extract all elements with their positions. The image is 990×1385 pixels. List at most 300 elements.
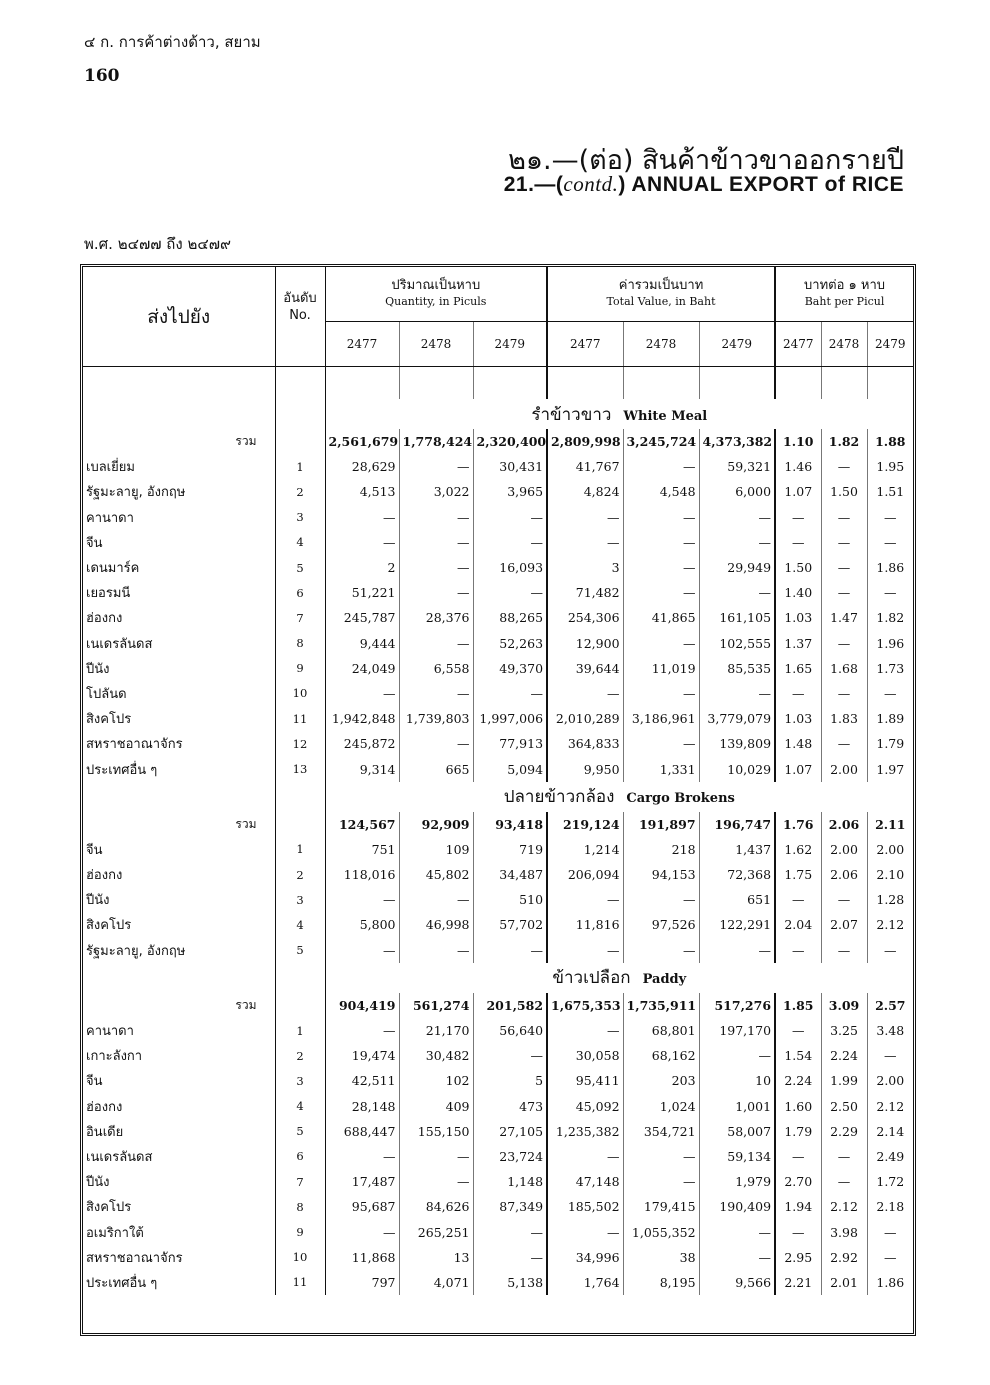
price-cell: 2.10	[867, 862, 913, 887]
price-cell: 1.97	[867, 756, 913, 781]
value-cell: 94,153	[623, 862, 699, 887]
price-cell: 1.03	[775, 706, 821, 731]
quantity-cell: 4,513	[359, 484, 396, 500]
header-no-th: อันดับ	[283, 291, 317, 306]
table-row	[83, 1245, 913, 1270]
header-value-en: Total Value, in Baht	[606, 295, 716, 309]
price-cell: 1.10	[775, 429, 821, 454]
destination-cell: ฮ่องกง	[83, 1094, 275, 1119]
price-cell: 1.40	[775, 580, 821, 605]
value-cell: —	[547, 530, 623, 555]
quantity-cell: 9,444	[359, 635, 396, 651]
price-cell: 3.98	[821, 1219, 867, 1244]
price-cell: —	[867, 505, 913, 530]
table-title-thai: ๒๑.—(ต่อ) สินค้าข้าวขาออกรายปี	[508, 145, 904, 176]
quantity-cell: —	[473, 1043, 547, 1068]
rank-cell: 10	[275, 1245, 325, 1270]
value-cell: 97,526	[623, 912, 699, 937]
value-cell: 72,368	[699, 862, 775, 887]
price-cell: 2.12	[867, 1094, 913, 1119]
price-cell: 3.25	[821, 1018, 867, 1043]
year-header: 2479	[699, 322, 775, 367]
quantity-cell: —	[383, 1224, 396, 1240]
value-cell: 3,186,961	[623, 706, 699, 731]
quantity-cell: 102	[399, 1068, 473, 1093]
table-row	[83, 656, 913, 681]
destination-cell: ประเทศอื่น ๆ	[83, 756, 275, 781]
quantity-cell: 30,431	[473, 454, 547, 479]
price-cell: 1.82	[821, 429, 867, 454]
year-header: 2478	[821, 322, 867, 367]
destination-cell: สหราชอาณาจักร	[83, 1245, 275, 1270]
price-cell: 1.99	[821, 1068, 867, 1093]
table-row	[83, 862, 913, 887]
value-cell: 206,094	[547, 862, 623, 887]
quantity-cell: —	[473, 505, 547, 530]
destination-cell: เนเดรลันดส	[83, 1144, 275, 1169]
value-cell: 85,535	[699, 656, 775, 681]
value-cell: 38	[623, 1245, 699, 1270]
quantity-cell: —	[399, 1169, 473, 1194]
rank-cell	[275, 993, 325, 1018]
value-cell: 3,245,724	[623, 429, 699, 454]
value-cell: 1,214	[547, 837, 623, 862]
quantity-cell: —	[383, 509, 396, 525]
value-cell: —	[623, 681, 699, 706]
quantity-cell: 2,561,679	[328, 434, 399, 450]
quantity-cell: —	[383, 942, 396, 958]
section-title-en: Paddy	[642, 972, 687, 988]
quantity-cell: 5,094	[473, 756, 547, 781]
destination-cell: อินเดีย	[83, 1119, 275, 1144]
rank-cell: 5	[275, 1119, 325, 1144]
section-title-en: Cargo Brokens	[626, 791, 735, 807]
destination-cell: เบลเยี่ยม	[83, 454, 275, 479]
value-cell: 1,979	[699, 1169, 775, 1194]
table-row	[83, 1018, 913, 1043]
quantity-cell: 1,148	[473, 1169, 547, 1194]
value-cell: 41,865	[623, 605, 699, 630]
year-header: 2477	[547, 322, 623, 367]
rank-cell: 11	[275, 1270, 325, 1295]
value-cell: 364,833	[547, 731, 623, 756]
price-cell: 1.60	[775, 1094, 821, 1119]
price-cell: 1.75	[775, 862, 821, 887]
quantity-cell: 118,016	[343, 867, 396, 883]
quantity-cell: 9,314	[359, 761, 396, 777]
quantity-cell: 21,170	[399, 1018, 473, 1043]
title-en-suffix: ) ANNUAL EXPORT of RICE	[618, 173, 904, 196]
price-cell: 2.95	[775, 1245, 821, 1270]
value-cell: 10	[699, 1068, 775, 1093]
value-cell: 1,437	[699, 837, 775, 862]
rice-export-table	[80, 264, 916, 1336]
value-cell: 29,949	[699, 555, 775, 580]
data-table	[83, 267, 913, 1295]
quantity-cell: 2	[387, 560, 396, 576]
price-cell: —	[867, 681, 913, 706]
value-cell: —	[623, 631, 699, 656]
destination-cell: รวม	[83, 429, 275, 454]
quantity-cell: 4,071	[399, 1270, 473, 1295]
table-row	[83, 887, 913, 912]
price-cell: —	[775, 887, 821, 912]
price-cell: —	[821, 731, 867, 756]
value-cell: —	[547, 505, 623, 530]
rank-cell: 11	[275, 706, 325, 731]
total-row	[83, 429, 913, 454]
rank-cell: 6	[275, 580, 325, 605]
value-cell: 9,950	[547, 756, 623, 781]
quantity-cell: —	[399, 555, 473, 580]
value-cell: 191,897	[623, 812, 699, 837]
quantity-cell: —	[383, 685, 396, 701]
quantity-cell: 42,511	[351, 1073, 396, 1089]
rank-cell: 1	[275, 454, 325, 479]
value-cell: 4,824	[547, 479, 623, 504]
price-cell: —	[775, 681, 821, 706]
header-price-th: บาทต่อ ๑ หาบ	[804, 278, 886, 294]
quantity-cell: —	[399, 938, 473, 963]
value-cell: 651	[699, 887, 775, 912]
value-cell: 139,809	[699, 731, 775, 756]
table-row	[83, 505, 913, 530]
table-row	[83, 681, 913, 706]
quantity-cell: 24,049	[351, 660, 396, 676]
quantity-cell: 57,702	[473, 912, 547, 937]
value-cell: 1,001	[699, 1094, 775, 1119]
header-quantity-th: ปริมาณเป็นหาบ	[391, 278, 481, 294]
value-cell: 59,134	[699, 1144, 775, 1169]
value-cell: 4,548	[623, 479, 699, 504]
destination-cell: รวม	[83, 812, 275, 837]
year-header: 2477	[325, 322, 399, 367]
table-row	[83, 1068, 913, 1093]
value-cell: 58,007	[699, 1119, 775, 1144]
quantity-cell: 95,687	[351, 1199, 396, 1215]
quantity-cell: 409	[399, 1094, 473, 1119]
destination-cell: ฮ่องกง	[83, 605, 275, 630]
rank-cell: 3	[275, 1068, 325, 1093]
price-cell: —	[775, 1018, 821, 1043]
quantity-cell: 109	[399, 837, 473, 862]
header-value-th: ค่ารวมเป็นบาท	[618, 278, 704, 294]
value-cell: —	[699, 1043, 775, 1068]
section-spacer-cell	[275, 963, 325, 993]
section-title	[325, 782, 913, 812]
year-header: 2477	[775, 322, 821, 367]
value-cell: 8,195	[623, 1270, 699, 1295]
price-cell: —	[775, 1219, 821, 1244]
rank-cell: 8	[275, 1194, 325, 1219]
value-cell: 11,816	[547, 912, 623, 937]
price-cell: —	[821, 938, 867, 963]
destination-cell: โปลันด	[83, 681, 275, 706]
value-cell: —	[699, 938, 775, 963]
quantity-cell: —	[383, 1023, 396, 1039]
quantity-cell: —	[473, 1219, 547, 1244]
quantity-cell: 1,997,006	[473, 706, 547, 731]
rank-cell: 7	[275, 605, 325, 630]
section-title	[325, 963, 913, 993]
quantity-cell: 17,487	[351, 1174, 396, 1190]
price-cell: 1.50	[821, 479, 867, 504]
destination-cell: ปีนัง	[83, 1169, 275, 1194]
quantity-cell: 19,474	[351, 1048, 396, 1064]
value-cell: 39,644	[547, 656, 623, 681]
value-cell: —	[547, 1219, 623, 1244]
total-row	[83, 812, 913, 837]
destination-cell: จีน	[83, 1068, 275, 1093]
value-cell: 517,276	[699, 993, 775, 1018]
quantity-cell: 11,868	[351, 1249, 396, 1265]
price-cell: 1.95	[867, 454, 913, 479]
value-cell: 1,331	[623, 756, 699, 781]
price-cell: —	[821, 1144, 867, 1169]
value-cell: 254,306	[547, 605, 623, 630]
price-cell: 1.03	[775, 605, 821, 630]
value-cell: 1,024	[623, 1094, 699, 1119]
rank-cell: 5	[275, 555, 325, 580]
header-quantity	[325, 267, 547, 322]
price-cell: 2.92	[821, 1245, 867, 1270]
price-cell: 1.73	[867, 656, 913, 681]
rank-cell: 1	[275, 837, 325, 862]
quantity-cell: 92,909	[399, 812, 473, 837]
year-header: 2478	[623, 322, 699, 367]
quantity-cell: 87,349	[473, 1194, 547, 1219]
value-cell: 95,411	[547, 1068, 623, 1093]
quantity-cell: 245,787	[343, 610, 396, 626]
price-cell: —	[775, 938, 821, 963]
price-cell: 2.21	[775, 1270, 821, 1295]
price-cell: 1.96	[867, 631, 913, 656]
quantity-cell: —	[473, 580, 547, 605]
rank-cell: 3	[275, 505, 325, 530]
title-en-contd: contd.	[563, 172, 619, 196]
destination-cell: สิงคโปร	[83, 1194, 275, 1219]
price-cell: 2.70	[775, 1169, 821, 1194]
price-cell: 2.00	[821, 756, 867, 781]
table-row	[83, 938, 913, 963]
quantity-cell: 28,148	[351, 1098, 396, 1114]
quantity-cell: 5	[473, 1068, 547, 1093]
value-cell: 122,291	[699, 912, 775, 937]
destination-cell: เกาะลังกา	[83, 1043, 275, 1068]
table-header	[83, 267, 913, 367]
value-cell: 4,373,382	[699, 429, 775, 454]
quantity-cell: —	[473, 1245, 547, 1270]
price-cell: 2.04	[775, 912, 821, 937]
header-no-en: No.	[289, 308, 311, 323]
price-cell: 1.54	[775, 1043, 821, 1068]
price-cell: 1.76	[775, 812, 821, 837]
section-title-row	[83, 399, 913, 429]
quantity-cell: 28,376	[399, 605, 473, 630]
value-cell: 219,124	[547, 812, 623, 837]
quantity-cell: 5,800	[359, 917, 396, 933]
table-row	[83, 756, 913, 781]
price-cell: 2.29	[821, 1119, 867, 1144]
value-cell: —	[623, 731, 699, 756]
price-cell: 1.48	[775, 731, 821, 756]
price-cell: —	[867, 1219, 913, 1244]
price-cell: 1.72	[867, 1169, 913, 1194]
rank-cell: 4	[275, 912, 325, 937]
price-cell: 2.12	[821, 1194, 867, 1219]
value-cell: 190,409	[699, 1194, 775, 1219]
value-cell: —	[547, 887, 623, 912]
page-number: 160	[84, 66, 120, 86]
value-cell: 1,235,382	[547, 1119, 623, 1144]
quantity-cell: 27,105	[473, 1119, 547, 1144]
section-spacer-cell	[275, 399, 325, 429]
quantity-cell: —	[399, 631, 473, 656]
rank-cell	[275, 429, 325, 454]
price-cell: 2.00	[821, 837, 867, 862]
section-title-row	[83, 782, 913, 812]
price-cell: —	[821, 505, 867, 530]
quantity-cell: 93,418	[473, 812, 547, 837]
value-cell: —	[623, 530, 699, 555]
quantity-cell: 28,629	[351, 459, 396, 475]
destination-cell: เนเดรลันดส	[83, 631, 275, 656]
value-cell: 68,162	[623, 1043, 699, 1068]
destination-cell: ปีนัง	[83, 656, 275, 681]
header-value	[547, 267, 775, 322]
value-cell: —	[623, 938, 699, 963]
price-cell: 1.07	[775, 756, 821, 781]
price-cell: 2.00	[867, 837, 913, 862]
quantity-cell: 561,274	[399, 993, 473, 1018]
section-title-th: ข้าวเปลือก	[552, 968, 631, 989]
value-cell: 2,809,998	[547, 429, 623, 454]
year-header: 2478	[399, 322, 473, 367]
quantity-cell: 245,872	[343, 736, 396, 752]
value-cell: 185,502	[547, 1194, 623, 1219]
value-cell: —	[547, 1018, 623, 1043]
destination-cell: ปีนัง	[83, 887, 275, 912]
quantity-cell: 265,251	[399, 1219, 473, 1244]
quantity-cell: 34,487	[473, 862, 547, 887]
value-cell: 9,566	[699, 1270, 775, 1295]
quantity-cell: 904,419	[338, 997, 396, 1013]
value-cell: —	[547, 681, 623, 706]
quantity-cell: 56,640	[473, 1018, 547, 1043]
quantity-cell: 88,265	[473, 605, 547, 630]
price-cell: 1.86	[867, 555, 913, 580]
quantity-cell: 201,582	[473, 993, 547, 1018]
price-cell: —	[775, 530, 821, 555]
quantity-cell: —	[473, 681, 547, 706]
value-cell: —	[699, 681, 775, 706]
quantity-cell: 6,558	[399, 656, 473, 681]
table-row	[83, 912, 913, 937]
value-cell: 41,767	[547, 454, 623, 479]
rank-cell: 7	[275, 1169, 325, 1194]
quantity-cell: 1,942,848	[331, 711, 396, 727]
price-cell: 1.65	[775, 656, 821, 681]
quantity-cell: —	[383, 1148, 396, 1164]
table-row	[83, 530, 913, 555]
rank-cell: 8	[275, 631, 325, 656]
quantity-cell: 45,802	[399, 862, 473, 887]
table-row	[83, 479, 913, 504]
quantity-cell: —	[473, 530, 547, 555]
price-cell: 1.79	[867, 731, 913, 756]
value-cell: 354,721	[623, 1119, 699, 1144]
rank-cell	[275, 812, 325, 837]
quantity-cell: 510	[473, 887, 547, 912]
quantity-cell: —	[399, 580, 473, 605]
price-cell: 2.57	[867, 993, 913, 1018]
value-cell: 161,105	[699, 605, 775, 630]
quantity-cell: 16,093	[473, 555, 547, 580]
quantity-cell: —	[399, 731, 473, 756]
value-cell: 179,415	[623, 1194, 699, 1219]
table-row	[83, 580, 913, 605]
value-cell: 196,747	[699, 812, 775, 837]
quantity-cell: 77,913	[473, 731, 547, 756]
destination-cell: ฮ่องกง	[83, 862, 275, 887]
price-cell: 3.09	[821, 993, 867, 1018]
price-cell: —	[775, 1144, 821, 1169]
quantity-cell: —	[399, 530, 473, 555]
value-cell: —	[623, 454, 699, 479]
section-title-th: รำข้าวขาว	[531, 404, 612, 425]
price-cell: 1.79	[775, 1119, 821, 1144]
value-cell: 45,092	[547, 1094, 623, 1119]
value-cell: —	[699, 1219, 775, 1244]
price-cell: 1.82	[867, 605, 913, 630]
quantity-cell: —	[399, 681, 473, 706]
price-cell: —	[867, 938, 913, 963]
year-header: 2479	[473, 322, 547, 367]
value-cell: —	[623, 887, 699, 912]
table-row	[83, 631, 913, 656]
header-price	[775, 267, 913, 322]
value-cell: 197,170	[699, 1018, 775, 1043]
price-cell: 1.89	[867, 706, 913, 731]
table-row	[83, 837, 913, 862]
price-cell: —	[821, 580, 867, 605]
destination-cell: เดนมาร์ค	[83, 555, 275, 580]
section-title	[325, 399, 913, 429]
table-row	[83, 1219, 913, 1244]
quantity-cell: 5,138	[473, 1270, 547, 1295]
price-cell: 3.48	[867, 1018, 913, 1043]
rank-cell: 9	[275, 1219, 325, 1244]
quantity-cell: 52,263	[473, 631, 547, 656]
price-cell: 2.14	[867, 1119, 913, 1144]
table-body	[83, 367, 913, 1296]
value-cell: —	[699, 1245, 775, 1270]
quantity-cell: —	[473, 938, 547, 963]
price-cell: 2.06	[821, 862, 867, 887]
value-cell: 59,321	[699, 454, 775, 479]
price-cell: —	[821, 530, 867, 555]
rank-cell: 6	[275, 1144, 325, 1169]
quantity-cell: 688,447	[343, 1123, 396, 1139]
price-cell: 1.37	[775, 631, 821, 656]
price-cell: 1.62	[775, 837, 821, 862]
price-cell: 2.18	[867, 1194, 913, 1219]
price-cell: —	[867, 1043, 913, 1068]
value-cell: —	[623, 1169, 699, 1194]
price-cell: 2.50	[821, 1094, 867, 1119]
table-row	[83, 555, 913, 580]
quantity-cell: —	[383, 892, 396, 908]
